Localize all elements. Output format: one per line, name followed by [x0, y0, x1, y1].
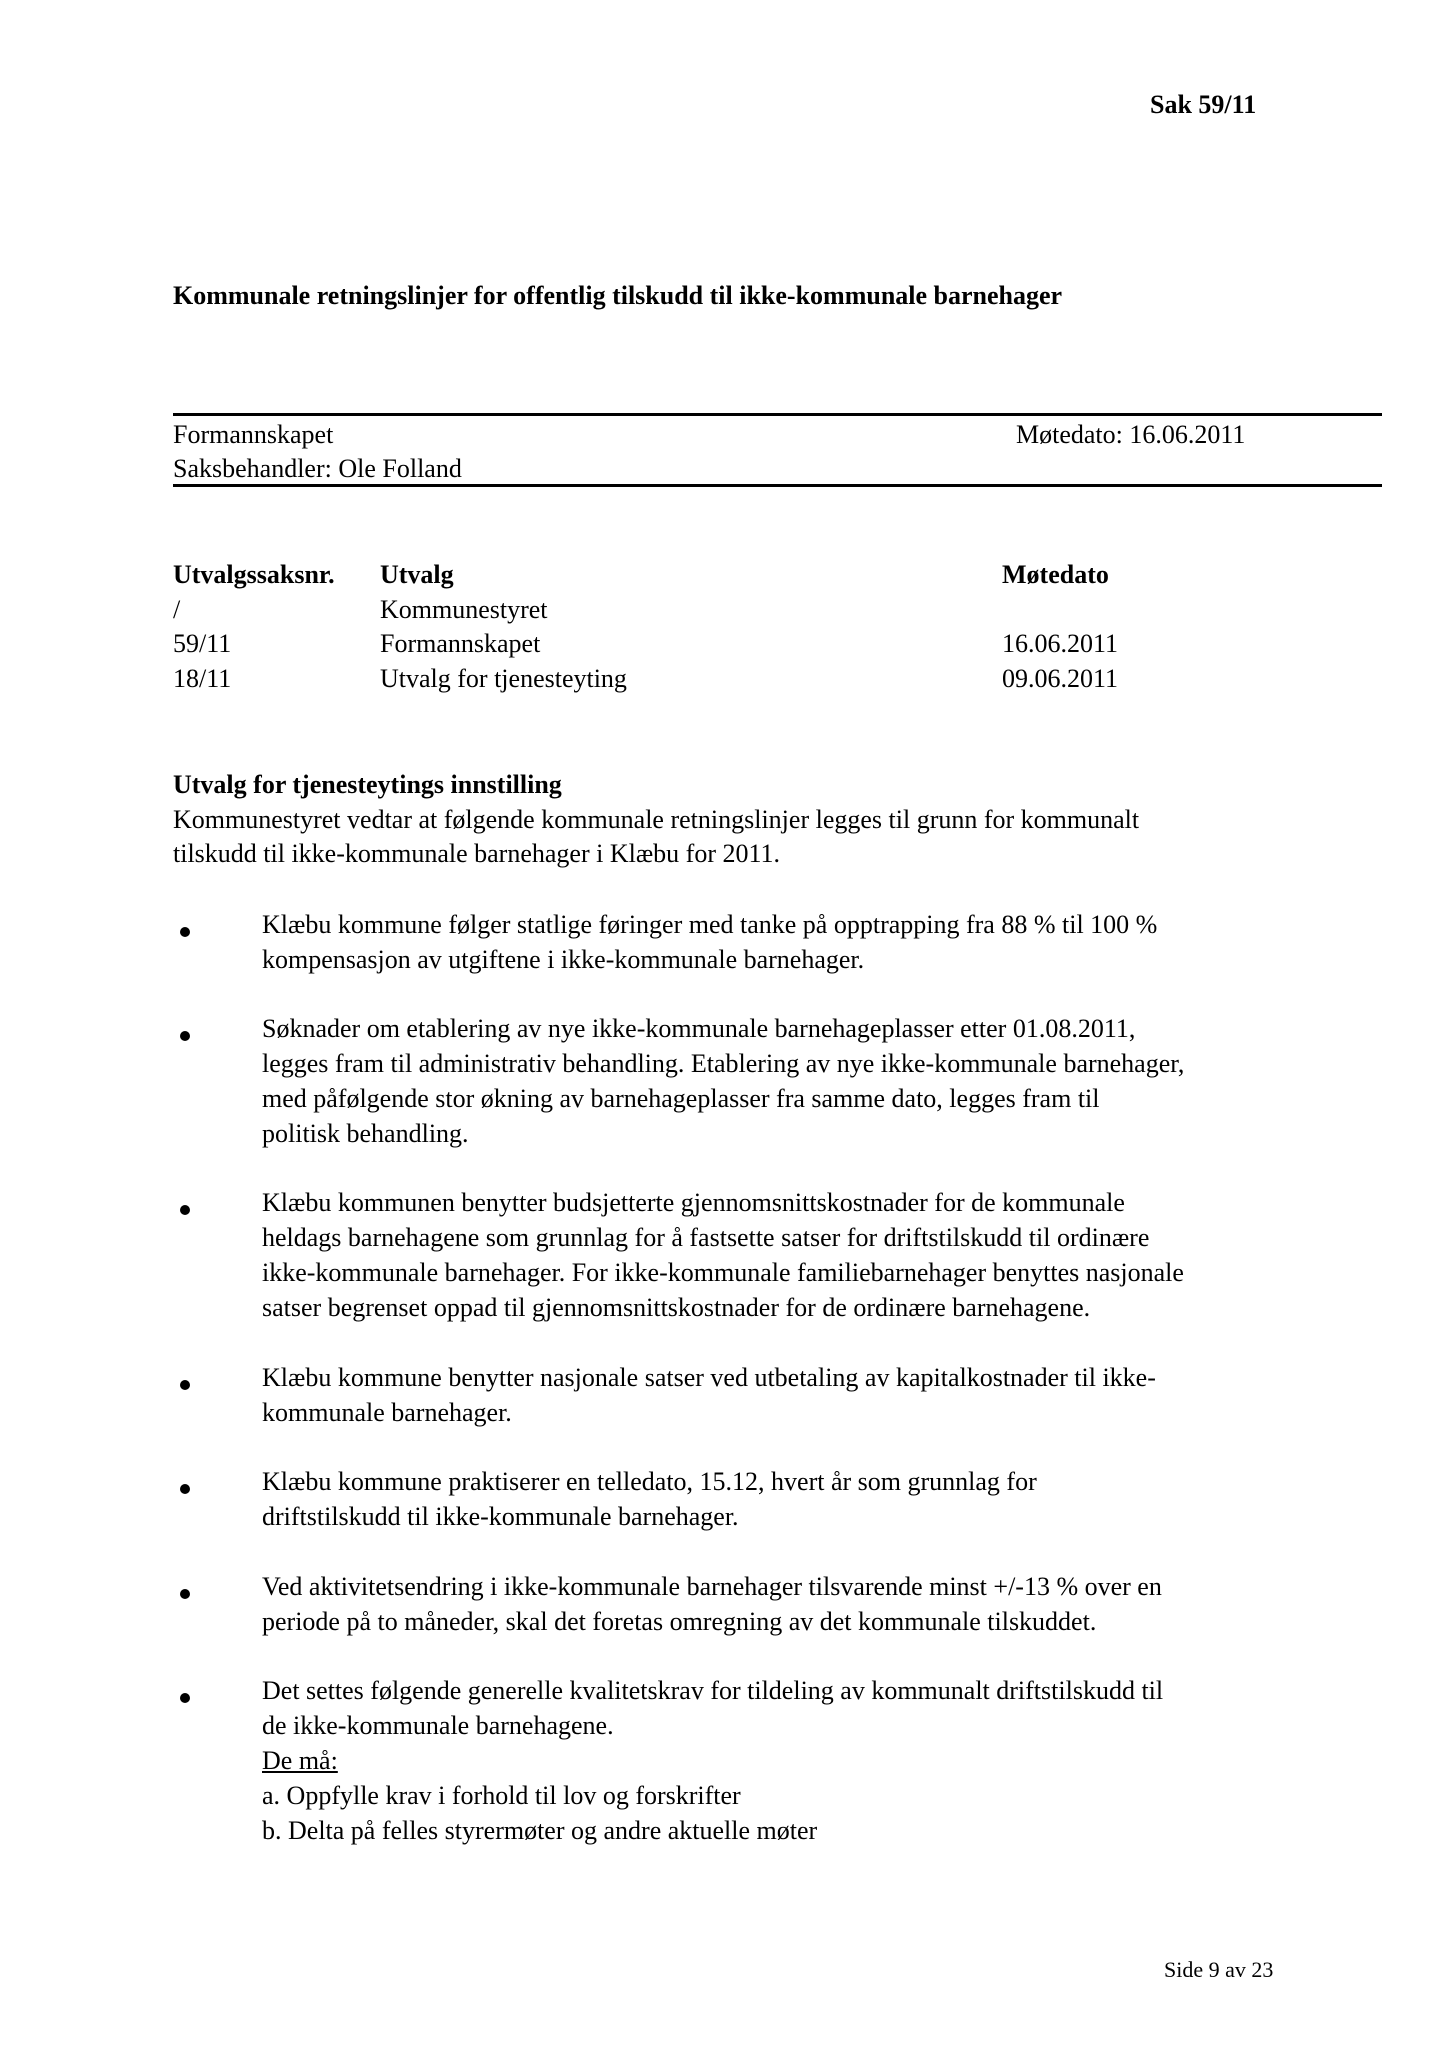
- list-item-line: politisk behandling.: [262, 1119, 469, 1148]
- table-cell: 09.06.2011: [1002, 664, 1119, 693]
- bullet-icon: [180, 1205, 190, 1215]
- case-reference: Sak 59/11: [1150, 90, 1257, 119]
- header-top-rule: [173, 413, 1382, 416]
- list-item-line: ikke-kommunale barnehager. For ikke-kommunale familiebarnehager benyttes nasjonale: [262, 1258, 1184, 1287]
- list-item-line: periode på to måneder, skal det foretas omregning av det kommunale tilskuddet.: [262, 1607, 1097, 1636]
- list-item-line: Det settes følgende generelle kvalitetskrav for tildeling av kommunalt driftstilskudd til: [262, 1676, 1164, 1705]
- page-number: Side 9 av 23: [1164, 1957, 1274, 1982]
- col-header-date: Møtedato: [1002, 560, 1109, 589]
- table-cell: Formannskapet: [380, 629, 541, 658]
- list-item-line: med påfølgende stor økning av barnehageplasser fra samme dato, legges fram til: [262, 1084, 1100, 1113]
- col-header-committee: Utvalg: [380, 560, 454, 589]
- list-item: [262, 907, 1157, 977]
- sub-item: b. Delta på felles styrermøter og andre aktuelle møter: [262, 1816, 818, 1845]
- sub-item: a. Oppfylle krav i forhold til lov og forskrifter: [262, 1781, 741, 1810]
- bullet-icon: [180, 1589, 190, 1599]
- recommendation-heading: Utvalg for tjenesteytings innstilling: [173, 770, 562, 799]
- list-item-line: Klæbu kommune praktiserer en telledato, 15.12, hvert år som grunnlag for: [262, 1467, 1037, 1496]
- intro-line: Kommunestyret vedtar at følgende kommunale retningslinjer legges til grunn for kommunalt: [173, 805, 1140, 834]
- list-item-line: driftstilskudd til ikke-kommunale barnehager.: [262, 1502, 739, 1531]
- intro-line: tilskudd til ikke-kommunale barnehager i Klæbu for 2011.: [173, 839, 781, 868]
- list-item-line: kompensasjon av utgiftene i ikke-kommunale barnehager.: [262, 945, 865, 974]
- col-header-case-number: Utvalgssaksnr.: [173, 560, 335, 589]
- committee-name: Formannskapet: [173, 420, 334, 449]
- meeting-date: Møtedato: 16.06.2011: [1016, 420, 1246, 449]
- table-cell: Utvalg for tjenesteyting: [380, 664, 627, 693]
- list-item-line: Ved aktivitetsendring i ikke-kommunale barnehager tilsvarende minst +/-13 % over en: [262, 1572, 1162, 1601]
- table-cell: 16.06.2011: [1002, 629, 1119, 658]
- table-cell: 59/11: [173, 629, 232, 658]
- bullet-icon: [180, 927, 190, 937]
- bullet-icon: [180, 1484, 190, 1494]
- list-item-line: satser begrenset oppad til gjennomsnittskostnader for de ordinære barnehagene.: [262, 1293, 1091, 1322]
- bullet-icon: [180, 1693, 190, 1703]
- sub-heading: De må:: [262, 1746, 338, 1775]
- list-item: [262, 1673, 1163, 1848]
- list-item-line: Klæbu kommunen benytter budsjetterte gjennomsnittskostnader for de kommunale: [262, 1188, 1125, 1217]
- case-officer: Saksbehandler: Ole Folland: [173, 454, 462, 483]
- document-title: Kommunale retningslinjer for offentlig tilskudd til ikke-kommunale barnehager: [173, 281, 1063, 310]
- table-cell: Kommunestyret: [380, 595, 548, 624]
- list-item-line: heldags barnehagene som grunnlag for å fastsette satser for driftstilskudd til ordinære: [262, 1223, 1150, 1252]
- list-item-line: Klæbu kommune benytter nasjonale satser ved utbetaling av kapitalkostnader til ikke-: [262, 1363, 1156, 1392]
- list-item: [262, 1569, 1162, 1639]
- list-item-line: legges fram til administrativ behandling. Etablering av nye ikke-kommunale barnehager,: [262, 1049, 1185, 1078]
- bullet-icon: [180, 1031, 190, 1041]
- list-item: [262, 1185, 1184, 1325]
- list-item: [262, 1360, 1156, 1430]
- table-cell: 18/11: [173, 664, 232, 693]
- list-item-line: Klæbu kommune følger statlige føringer med tanke på opptrapping fra 88 % til 100 %: [262, 910, 1158, 939]
- header-bottom-rule: [173, 484, 1382, 487]
- bullet-icon: [180, 1380, 190, 1390]
- list-item-line: de ikke-kommunale barnehagene.: [262, 1711, 614, 1740]
- list-item: [262, 1464, 1037, 1534]
- list-item: [262, 1011, 1184, 1151]
- table-cell: /: [173, 595, 181, 624]
- list-item-line: kommunale barnehager.: [262, 1398, 512, 1427]
- list-item-line: Søknader om etablering av nye ikke-kommunale barnehageplasser etter 01.08.2011,: [262, 1014, 1136, 1043]
